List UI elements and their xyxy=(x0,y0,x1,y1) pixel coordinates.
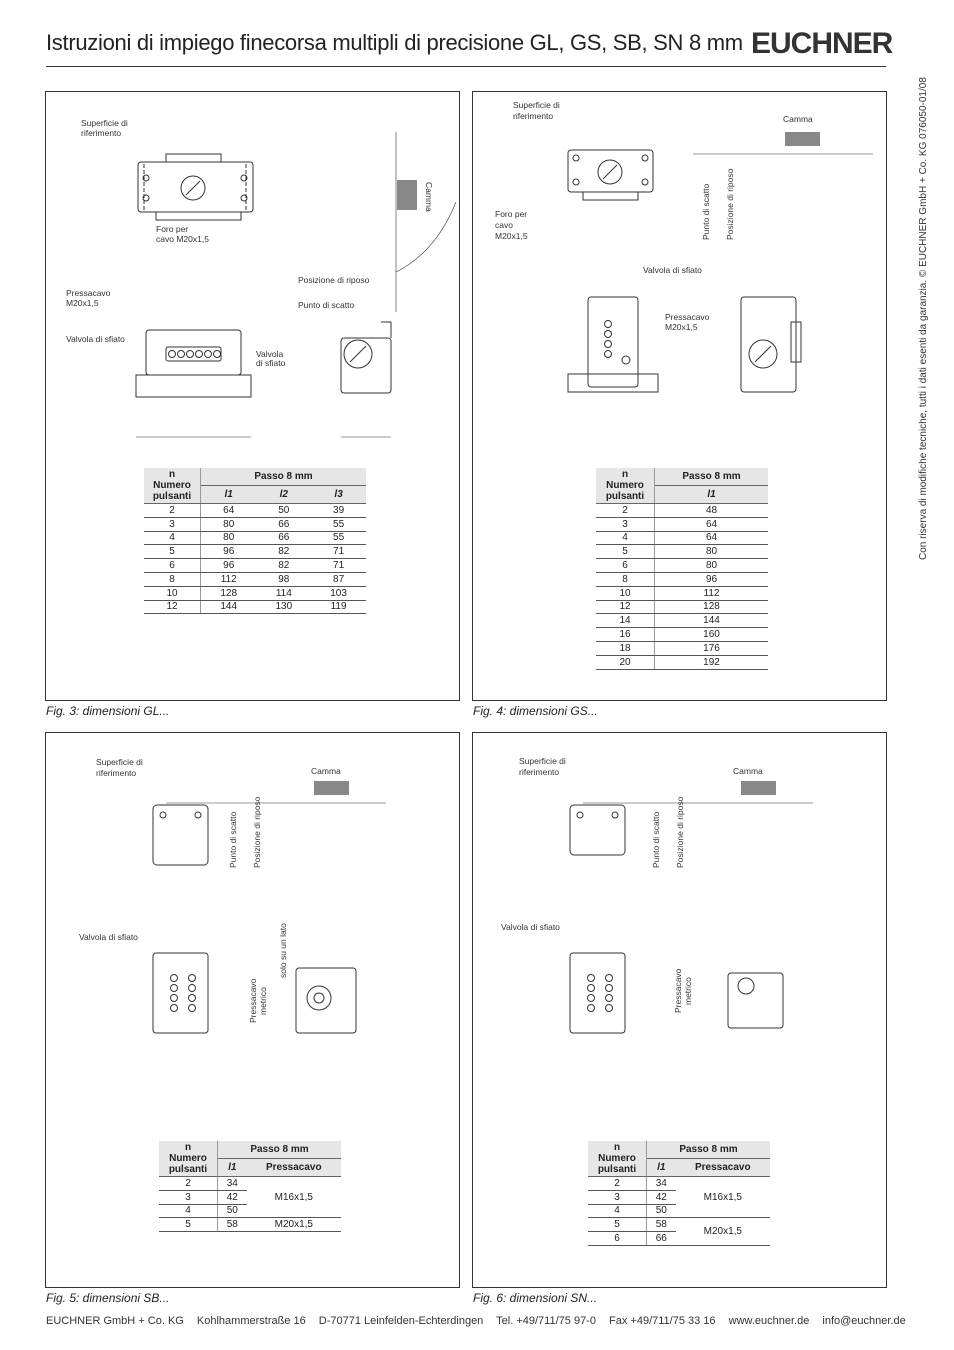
svg-text:Valvola di sfiato: Valvola di sfiato xyxy=(643,265,702,275)
svg-text:riferimento: riferimento xyxy=(519,767,560,777)
fig5-head-n: n Numero pulsanti xyxy=(159,1141,218,1177)
svg-text:Foro per: Foro per xyxy=(156,224,189,234)
fig6-caption: Fig. 6: dimensioni SN... xyxy=(473,1291,598,1305)
table-row: 3 64 xyxy=(596,517,768,531)
svg-text:Superficie di: Superficie di xyxy=(96,757,143,767)
svg-text:riferimento: riferimento xyxy=(81,128,122,138)
svg-text:M20x1,5: M20x1,5 xyxy=(66,298,99,308)
svg-text:Superficie di: Superficie di xyxy=(519,756,566,766)
fig6-head-passo: Passo 8 mm xyxy=(647,1141,771,1158)
svg-text:Posizione di riposo: Posizione di riposo xyxy=(675,796,685,868)
fig4-head-passo: Passo 8 mm xyxy=(655,468,769,485)
fig3-head-passo: Passo 8 mm xyxy=(201,468,367,485)
svg-text:Valvola di sfiato: Valvola di sfiato xyxy=(79,932,138,942)
fig5-panel xyxy=(45,732,460,1288)
svg-text:Camma: Camma xyxy=(783,114,813,124)
footer-company: EUCHNER GmbH + Co. KG xyxy=(46,1315,184,1327)
fig3-table: n Numero pulsanti Passo 8 mm l1 l2 l3 2 64 50 39 3 80 66 55 4 80 66 55 5 96 82 71 6 96 82 71 8 112 98 87 10 128 114 103 12 144 130 119 xyxy=(144,468,366,614)
svg-text:Pressacavo: Pressacavo xyxy=(66,288,111,298)
table-row: 18 176 xyxy=(596,641,768,655)
svg-text:cavo M20x1,5: cavo M20x1,5 xyxy=(156,234,209,244)
table-row: 10 112 xyxy=(596,586,768,600)
svg-text:Punto di scatto: Punto di scatto xyxy=(228,811,238,868)
table-row: 2 48 xyxy=(596,504,768,518)
svg-text:cavo: cavo xyxy=(495,220,513,230)
svg-text:Camma: Camma xyxy=(733,766,763,776)
table-row: 8 96 xyxy=(596,572,768,586)
svg-text:Pressacavo: Pressacavo xyxy=(673,968,683,1013)
page-footer xyxy=(46,1315,906,1327)
fig3-head-n: n Numero pulsanti xyxy=(144,468,201,504)
table-row: 20 192 xyxy=(596,655,768,669)
svg-text:Superficie di: Superficie di xyxy=(81,118,128,128)
table-row: 6 96 82 71 xyxy=(144,559,366,573)
svg-text:solo su un lato: solo su un lato xyxy=(278,923,288,978)
table-row: 6 80 xyxy=(596,559,768,573)
fig4-table: n Numero pulsanti Passo 8 mm l1 2 48 3 64 4 64 5 80 6 80 8 96 10 112 12 128 14 144 16 160 18 176 20 192 xyxy=(596,468,768,670)
table-row: 10 128 114 103 xyxy=(144,586,366,600)
table-row: 5 96 82 71 xyxy=(144,545,366,559)
footer-tel: Tel. +49/711/75 97-0 xyxy=(496,1315,596,1327)
page-title: Istruzioni di impiego finecorsa multipli di precisione GL, GS, SB, SN 8 mm xyxy=(46,30,743,55)
side-disclaimer: Con riserva di modifiche tecniche, tutti i dati esenti da garanzia. © EUCHNER GmbH + Co. KG 076050-01/08 xyxy=(918,77,929,560)
footer-web[interactable]: www.euchner.de xyxy=(728,1315,810,1327)
table-row: 4 64 xyxy=(596,531,768,545)
fig5-head-passo: Passo 8 mm xyxy=(218,1141,342,1158)
svg-text:metrico: metrico xyxy=(258,987,268,1015)
table-row: 12 128 xyxy=(596,600,768,614)
svg-text:di sfiato: di sfiato xyxy=(256,358,286,368)
svg-text:Pressacavo: Pressacavo xyxy=(248,978,258,1023)
svg-text:metrico: metrico xyxy=(683,977,693,1005)
svg-text:Pressacavo: Pressacavo xyxy=(665,312,710,322)
svg-text:Posizione di riposo: Posizione di riposo xyxy=(725,168,735,240)
table-row: 8 112 98 87 xyxy=(144,572,366,586)
footer-street: Kohlhammerstraße 16 xyxy=(196,1315,306,1327)
svg-text:riferimento: riferimento xyxy=(96,768,137,778)
footer-city: D-70771 Leinfelden-Echterdingen xyxy=(318,1315,484,1327)
svg-text:Punto di scatto: Punto di scatto xyxy=(701,183,711,240)
table-row: 3 80 66 55 xyxy=(144,517,366,531)
fig3-caption: Fig. 3: dimensioni GL... xyxy=(46,704,170,718)
fig4-caption: Fig. 4: dimensioni GS... xyxy=(473,704,598,718)
table-row: 14 144 xyxy=(596,614,768,628)
footer-email[interactable]: info@euchner.de xyxy=(822,1315,906,1327)
svg-text:Valvola di sfiato: Valvola di sfiato xyxy=(66,334,125,344)
fig5-table: n Numero pulsanti Passo 8 mm l1 Pressacavo 2 34 M16x1,5 3 42 4 50 5 58 M20x1,5 xyxy=(159,1141,341,1232)
euchner-logo: EUCHNER xyxy=(751,27,893,60)
fig3-panel xyxy=(45,91,460,701)
svg-text:Valvola di sfiato: Valvola di sfiato xyxy=(501,922,560,932)
fig4-panel xyxy=(472,91,887,701)
svg-text:Punto di scatto: Punto di scatto xyxy=(298,300,355,310)
svg-text:Camma: Camma xyxy=(424,182,434,212)
svg-text:Posizione di riposo: Posizione di riposo xyxy=(298,275,370,285)
svg-text:Punto di scatto: Punto di scatto xyxy=(651,811,661,868)
fig6-table: n Numero pulsanti Passo 8 mm l1 Pressacavo 2 34 M16x1,5 3 42 4 50 5 58 M20x1,5 6 66 xyxy=(588,1141,770,1246)
svg-text:Superficie di: Superficie di xyxy=(513,100,560,110)
fig5-caption: Fig. 5: dimensioni SB... xyxy=(46,1291,170,1305)
table-row: 12 144 130 119 xyxy=(144,600,366,614)
fig6-head-n: n Numero pulsanti xyxy=(588,1141,647,1177)
svg-text:Posizione di riposo: Posizione di riposo xyxy=(252,796,262,868)
svg-text:M20x1,5: M20x1,5 xyxy=(665,322,698,332)
svg-text:Camma: Camma xyxy=(311,766,341,776)
svg-text:riferimento: riferimento xyxy=(513,111,554,121)
table-row: 5 80 xyxy=(596,545,768,559)
svg-text:M20x1,5: M20x1,5 xyxy=(495,231,528,241)
table-row: 4 80 66 55 xyxy=(144,531,366,545)
fig6-panel xyxy=(472,732,887,1288)
table-row: 2 64 50 39 xyxy=(144,504,366,518)
footer-fax: Fax +49/711/75 33 16 xyxy=(609,1315,716,1327)
fig4-head-n: n Numero pulsanti xyxy=(596,468,655,504)
header-rule xyxy=(46,66,886,67)
svg-text:Valvola: Valvola xyxy=(256,349,284,359)
table-row: 16 160 xyxy=(596,628,768,642)
svg-text:Foro per: Foro per xyxy=(495,209,528,219)
